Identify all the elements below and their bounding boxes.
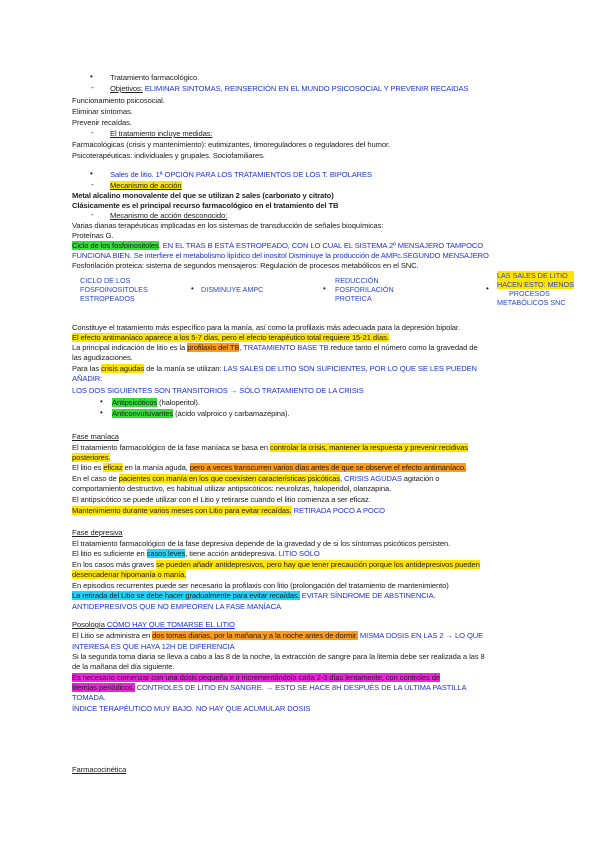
text: Mantenimiento durante varios meses con Litio para evitar recaídas.: [72, 506, 292, 515]
text: METABÓLICOS SNC: [497, 298, 566, 307]
text: Posología: [72, 620, 105, 629]
text: Farmacocinética: [72, 765, 127, 774]
text: eficaz: [103, 463, 123, 472]
bullet-dot: •: [323, 284, 326, 293]
text: dos tomas diarias, por la mañana y a la noche antes de dormir.: [152, 631, 358, 640]
line-mecanismo: [110, 181, 182, 191]
line-posologia-7: [72, 693, 106, 703]
text: Psicoterapéuticas: individuales y grupales. Sociofamiliares.: [72, 151, 265, 160]
text: LAS SALES DE LITIO SON SUFICIENTES, POR LO QUE SE LES PUEDEN: [223, 364, 477, 373]
text: LITIO SÓLO: [278, 549, 320, 558]
text: En episodios recurrentes puede ser necesario la profilaxis con litio (prolongación del tratamiento de mantenimiento): [72, 581, 449, 590]
line-tratamiento: [110, 73, 199, 83]
line-depresiva-2: [72, 549, 320, 559]
text: El litio es: [72, 463, 104, 472]
text: ÍNDICE TERAPÉUTICO MUY BAJO. NO HAY QUE ACUMULAR DOSIS: [72, 704, 311, 713]
text: Fosforilación proteica: sistema de segundos mensajeros: Regulación de procesos metabólicos en el SNC.: [72, 261, 419, 270]
flow-col-ampc: [201, 285, 263, 294]
text: La principal indicación de litio es la: [72, 343, 188, 352]
text: MISMA DOSIS EN LAS 2 → LO QUE: [357, 631, 484, 640]
text: En los casos más graves: [72, 560, 157, 569]
text: El Litio se administra en: [72, 631, 153, 640]
text: profilaxis del TB: [187, 343, 240, 352]
line-posologia-2: [72, 642, 235, 652]
text: Varias dianas terapéuticas implicadas en los sistemas de transducción de señales bioquímicas:: [72, 221, 384, 230]
text: Es necesario comenzar con una dosis pequeña e ir incrementándola cada 2-3 días lentamente, con controles de: [72, 673, 440, 682]
text: El efecto antimaníaco aparece a los 5-7 días, pero el efecto terapéutico total requiere 15-21 días.: [72, 333, 389, 342]
text: REDUCCIÓN: [335, 276, 379, 285]
text: crisis agudas: [101, 364, 145, 373]
text: CONTROLES DE LITIO EN SANGRE. → ESTO SE HACE 8H DESPUÉS DE LA ÚLTIMA PASTILLA: [134, 683, 467, 692]
text: Fase maníaca: [72, 432, 119, 441]
line-farmacologicas: [72, 140, 390, 150]
flow-col-sales: [497, 271, 574, 307]
text: Funcionamiento psicosocial.: [72, 96, 165, 105]
text: Metal alcalino monovalente del que se utilizan 2 sales (carbonato y citrato): [72, 191, 334, 200]
line-indicacion: [72, 343, 477, 353]
text: Antipsicóticos: [112, 398, 158, 407]
line-ciclo: [72, 241, 483, 251]
heading-fase-depresiva: [72, 528, 123, 538]
line-maniaca-2: [72, 453, 110, 463]
text: INTERESA ES QUE HAYA 12H DE DIFERENCIA: [72, 642, 235, 651]
line-fosforilacion: [72, 261, 419, 271]
bullet-dash: -: [91, 180, 94, 189]
text: Mecanismo de acción desconocido:: [110, 211, 228, 220]
line-psicoterapeuticas: [72, 151, 265, 161]
objetivos-label: Objetivos:: [110, 84, 143, 93]
text: LAS SALES DE LITIO: [497, 271, 574, 280]
line-maniaca-3: [72, 463, 466, 473]
text: posteriores.: [72, 453, 111, 462]
text: PROCESOS: [509, 289, 550, 298]
text: (haloperitol).: [157, 398, 200, 407]
text: ANTIDEPRESIVOS QUE NO EMPEOREN LA FASE MANÍACA: [72, 602, 281, 611]
text: La retirada del Litio se debe hacer gradualmente para evitar recaídas.: [72, 591, 300, 600]
text: , TRATAMIENTO BASE TB: [239, 343, 329, 352]
flow-col-reduccion: [335, 276, 394, 303]
line-maniaca-5: [72, 484, 391, 494]
line-depresiva-6: [72, 591, 436, 601]
line-depresiva-4: [72, 570, 186, 580]
text: , tiene acción antidepresiva.: [185, 549, 279, 558]
line-eliminar: [72, 107, 133, 117]
text: Para las: [72, 364, 102, 373]
flow-col-fosfoinositoles: [80, 276, 148, 303]
text: controlar la crisis, mantener la respuesta y prevenir recidivas: [269, 443, 468, 452]
text: Tratamiento farmacológico.: [110, 73, 200, 82]
line-antipsicoticos: [112, 398, 200, 408]
text: PROTEICA: [335, 294, 372, 303]
heading-farmacocinetica: [72, 765, 126, 775]
text: Ciclo de los fosfoinositoles: [72, 241, 159, 250]
text: RETIRADA POCO A POCO: [291, 506, 385, 515]
line-dianas: [72, 221, 383, 231]
line-posologia-8: [72, 704, 310, 714]
line-depresiva-7: [72, 602, 281, 612]
text: HACEN ESTO: MENOS: [497, 280, 574, 289]
text: agitación o: [401, 474, 440, 483]
line-prevenir: [72, 118, 132, 128]
heading-fase-maniaca: [72, 432, 119, 442]
bullet-dot: •: [486, 284, 489, 293]
line-posologia-5: [72, 673, 440, 683]
line-maniaca-1: [72, 443, 468, 453]
line-maniaca-6: [72, 495, 371, 505]
text: Si la segunda toma diaria se lleva a cabo a las 8 de la noche, la extracción de sangre para la litemia debe ser realizada a las 8: [72, 652, 485, 661]
text: de la manía se utilizan:: [144, 364, 224, 373]
line-medidas: [110, 129, 212, 139]
line-agudizaciones: [72, 353, 133, 363]
text: TOMADA.: [72, 693, 106, 702]
text: Mecanismo de acción: [110, 181, 182, 190]
text: AÑADIR:: [72, 374, 103, 383]
text: desencadenar hipomanía o manía.: [72, 570, 187, 579]
text: CICLO DE LOS: [80, 276, 131, 285]
text: (ácido valproico y carbamazepina).: [173, 409, 290, 418]
text: Eliminar síntomas.: [72, 107, 133, 116]
bullet-dot: •: [191, 284, 194, 293]
line-depresiva-5: [72, 581, 449, 591]
text: DISMINUYE AMPC: [201, 285, 264, 294]
text: CÓMO HAY QUE TOMARSE EL LITIO: [104, 620, 235, 629]
line-maniaca-7: [72, 506, 385, 516]
text: FOSFOINOSITOLES: [80, 285, 148, 294]
text: Anticonvulsivantes: [112, 409, 174, 418]
line-anticonvulsivantes: [112, 409, 289, 419]
text: ESTROPEADOS: [80, 294, 135, 303]
text: Clásicamente es el principal recurso farmacológico en el tratamiento del TB: [72, 201, 339, 210]
line-desconocido: [110, 211, 227, 221]
bullet-dot: •: [100, 397, 103, 406]
text: El tratamiento incluye medidas:: [110, 129, 213, 138]
text: de la mañana del día siguiente.: [72, 662, 175, 671]
text: Sales de litio. 1ª OPCIÓN PARA LOS TRATAMIENTOS DE LOS T. BIPOLARES: [110, 170, 372, 179]
text: comportamiento destructivo, es habitual utilizar antipsicóticos: neurolizas, haloperidol, olanzapina.: [72, 484, 392, 493]
text: . EN EL TRAS B ESTÁ ESTROPEADO, CON LO CUAL EL SISTEMA 2º MENSAJERO TAMPOCO: [158, 241, 484, 250]
text: Proteínas G.: [72, 231, 114, 240]
line-constituye: [72, 323, 460, 333]
bullet-dash: -: [91, 128, 94, 137]
text: litemias periódicos.: [72, 683, 135, 692]
text: Constituye el tratamiento más específico para la manía, así como la profilaxis más adecuada para la depresión bipolar.: [72, 323, 460, 332]
text: pero a veces transcurren varios días antes de que se observe el efecto antimaníaco.: [189, 463, 467, 472]
line-anadir: [72, 374, 102, 384]
objetivos-text: ELIMINAR SINTOMAS, REINSERCIÓN EN EL MUNDO PSICOSOCIAL Y PREVENIR RECAIDAS: [142, 84, 469, 93]
line-depresiva-1: [72, 539, 450, 549]
line-posologia-4: [72, 662, 174, 672]
text: FUNCIONA BIEN. Se interfiere el metabolismo lipídico del inositol Disminuye la producción de AMPc.SEGUNDO MENSAJERO: [72, 251, 489, 260]
text: casos leves: [146, 549, 186, 558]
line-maniaca-4: [72, 474, 439, 484]
text: Farmacológicas (crisis y mantenimiento): eutimizantes, timoreguladores o reguladores del humor.: [72, 140, 391, 149]
line-sales-litio: [110, 170, 372, 180]
heading-posologia: [72, 620, 235, 630]
text: ,: [339, 474, 344, 483]
line-posologia-3: [72, 652, 485, 662]
text: CRISIS AGUDAS: [344, 474, 402, 483]
line-proteinas: [72, 231, 113, 241]
text: El litio es suficiente en: [72, 549, 147, 558]
bullet-dot: •: [100, 408, 103, 417]
text: las agudizaciones.: [72, 353, 133, 362]
text: pacientes con manía en los que coexisten características psicóticas: [118, 474, 340, 483]
line-crisis: [72, 364, 477, 374]
text: reduce tanto el número como la gravedad de: [328, 343, 478, 352]
text: Prevenir recaídas.: [72, 118, 132, 127]
text: en la manía aguda,: [122, 463, 190, 472]
line-funcionamiento: [72, 96, 165, 106]
line-objetivos: [110, 84, 468, 94]
line-depresiva-3: [72, 560, 480, 570]
text: LOS DOS SIGUIENTES SON TRANSITORIOS → SÓLO TRATAMIENTO DE LA CRISIS: [72, 386, 364, 395]
line-transitorios: [72, 386, 364, 396]
bullet-dot: •: [90, 169, 93, 178]
line-posologia-1: [72, 631, 483, 641]
text: El tratamiento farmacológico de la fase depresiva depende de la gravedad y de si los síntomas psicóticos persisten.: [72, 539, 451, 548]
line-funciona: [72, 251, 489, 261]
bullet-dash: -: [91, 210, 94, 219]
text: FOSFORILACIÓN: [335, 285, 394, 294]
text: Fase depresiva: [72, 528, 123, 537]
text: se pueden añadir antidepresivos, pero hay que tener precaución porque los antidepresivos pueden: [156, 560, 480, 569]
text: El tratamiento farmacológico de la fase maníaca se basa en: [72, 443, 270, 452]
bullet-dot: •: [90, 72, 93, 81]
line-efecto: [72, 333, 389, 343]
text: El antipsicótico se puede utilizar con el Litio y retirarse cuando el litio comienza a ser eficaz.: [72, 495, 371, 504]
line-clasicamente: [72, 201, 338, 211]
line-metal: [72, 191, 334, 201]
text: En el caso de: [72, 474, 119, 483]
bullet-dash: -: [91, 83, 94, 92]
line-posologia-6: [72, 683, 466, 693]
text: EVITAR SÍNDROME DE ABSTINENCIA.: [299, 591, 436, 600]
